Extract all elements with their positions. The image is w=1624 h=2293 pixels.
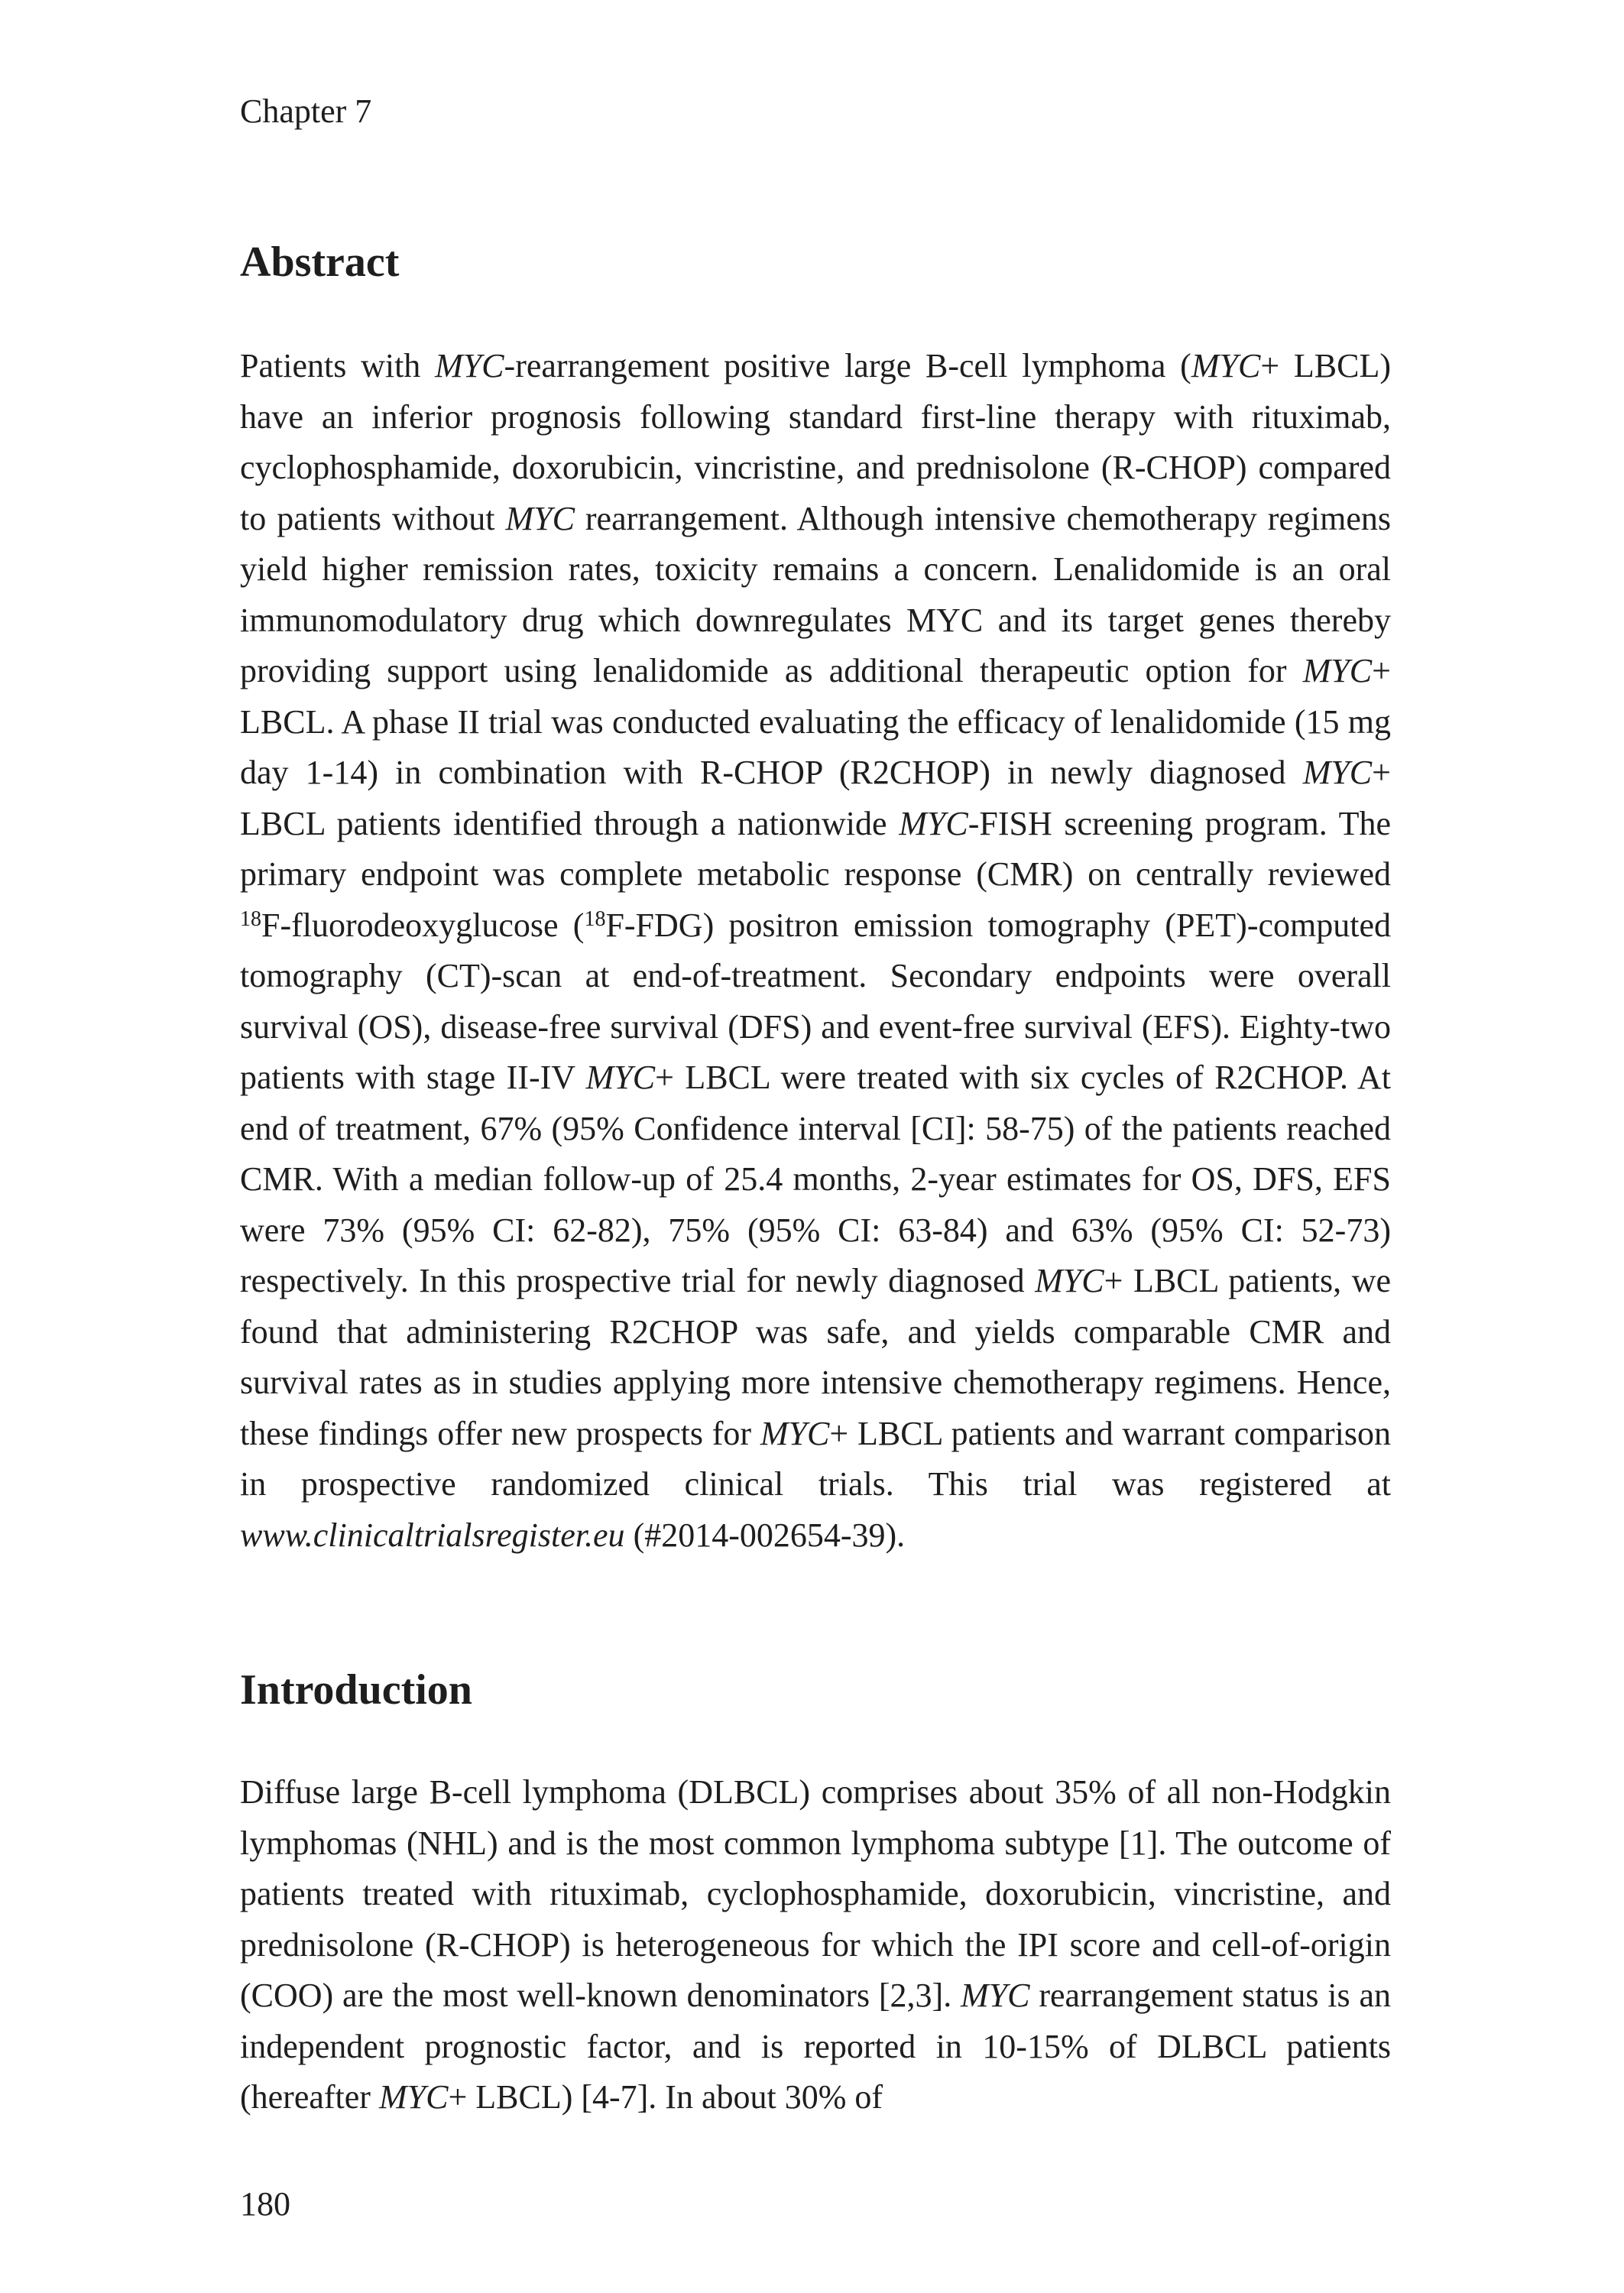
text-run: rearrangement. Although intensive chemotherapy regimens yield higher remission rates, toxicity remains a concern. Lenalidomide is an oral immunomodulatory drug which downregulates MYC and its target genes thereby providing support using lenalidomide as additional therapeutic option for <box>240 499 1391 689</box>
superscript-text: 18 <box>240 906 261 931</box>
text-run: + LBCL. A phase II trial was conducted evaluating the efficacy of lenalidomide (15 mg day 1-14) in combination with R-CHOP (R2CHOP) in newly diagnosed <box>240 652 1391 791</box>
introduction-paragraph <box>240 1767 1391 2123</box>
italic-text: MYC <box>899 804 968 842</box>
text-run: + LBCL patients, we found that administering R2CHOP was safe, and yields comparable CMR and survival rates as in studies applying more intensive chemotherapy regimens. Hence, these findings offer new prospects for <box>240 1262 1392 1452</box>
text-run: + LBCL) [4-7]. In about 30% of <box>448 2078 883 2116</box>
text-run: -FISH screening program. The primary endpoint was complete metabolic response (CMR) on centrally reviewed <box>240 804 1391 893</box>
page-number: 180 <box>240 2185 290 2223</box>
italic-text: MYC <box>1302 652 1373 689</box>
text-run: Diffuse large B-cell lymphoma (DLBCL) comprises about 35% of all non-Hodgkin lymphomas (NHL) and is the most common lymphoma subtype [1]. The outcome of patients treated with rituximab, cyclophosphamide, doxorubicin, vincristine, and prednisolone (R-CHOP) is heterogeneous for which the IPI score and cell-of-origin (COO) are the most well-known denominators [2,3]. <box>240 1773 1391 2014</box>
italic-text: MYC <box>760 1414 830 1452</box>
running-head: Chapter 7 <box>240 92 372 130</box>
italic-text: MYC <box>1191 347 1261 384</box>
italic-text: MYC <box>585 1059 656 1096</box>
text-run: (#2014-002654-39). <box>624 1516 906 1554</box>
text-run: + LBCL patients and warrant comparison in prospective randomized clinical trials. This trial was registered at <box>240 1414 1391 1503</box>
italic-text: MYC <box>1035 1262 1104 1299</box>
text-run: rearrangement status is an independent prognostic factor, and is reported in 10-15% of DLBCL patients (hereafter <box>240 1977 1392 2116</box>
italic-text: MYC <box>378 2078 449 2116</box>
italic-text: MYC <box>505 499 575 537</box>
abstract-heading: Abstract <box>240 238 400 286</box>
italic-text: www.clinicaltrialsregister.eu <box>240 1516 625 1554</box>
superscript-text: 18 <box>584 906 606 931</box>
italic-text: MYC <box>961 1977 1030 2014</box>
text-run: + LBCL) have an inferior prognosis following standard first-line therapy with rituximab, cyclophosphamide, doxorubicin, vincristine, and prednisolone (R-CHOP) compared to patients without <box>240 347 1391 537</box>
text-run: F-fluorodeoxyglucose ( <box>261 906 585 944</box>
text-run: Patients with <box>240 347 436 384</box>
abstract-paragraph <box>240 341 1391 1561</box>
text-run: + LBCL patients identified through a nationwide <box>240 754 1391 842</box>
text-run: + LBCL were treated with six cycles of R2CHOP. At end of treatment, 67% (95% Confidence interval [CI]: 58-75) of the patients reached CMR. With a median follow-up of 25.4 months, 2-year estimates for OS, DFS, EFS were 73% (95% CI: 62-82), 75% (95% CI: 63-84) and 63% (95% CI: 52-73) respectively. In this prospective trial for newly diagnosed <box>240 1059 1391 1299</box>
text-run: F-FDG) positron emission tomography (PET)-computed tomography (CT)-scan at end-of-treatment. Secondary endpoints were overall survival (OS), disease-free survival (DFS) and event-free survival (EFS). Eighty-two patients with stage II-IV <box>240 906 1391 1096</box>
italic-text: MYC <box>1302 754 1373 791</box>
introduction-heading: Introduction <box>240 1666 472 1714</box>
text-run: -rearrangement positive large B-cell lymphoma ( <box>504 347 1191 384</box>
italic-text: MYC <box>435 347 504 384</box>
